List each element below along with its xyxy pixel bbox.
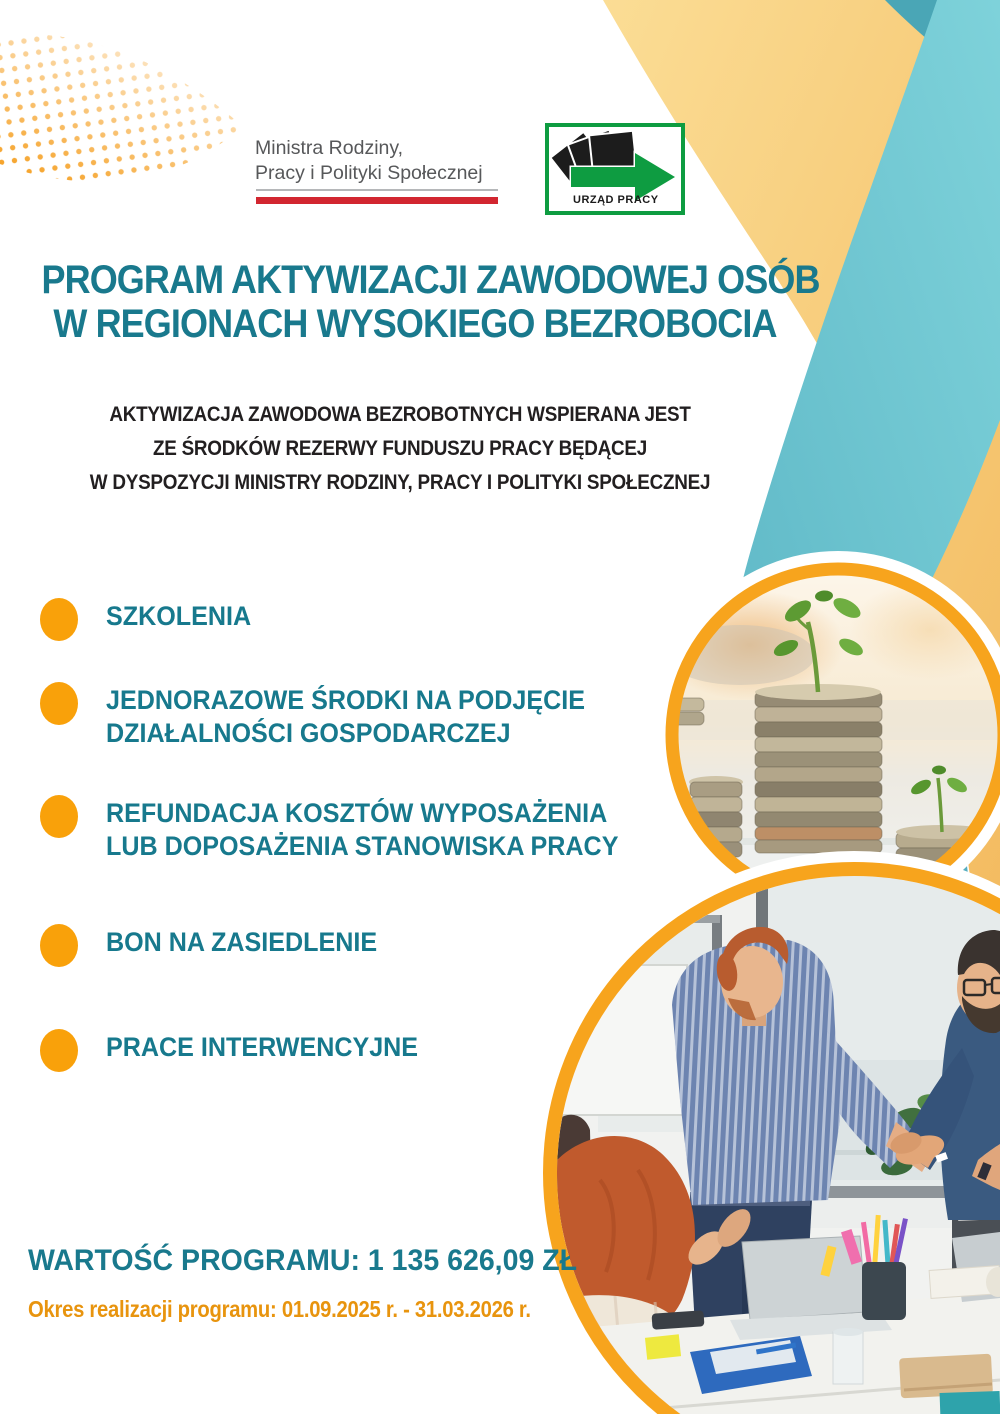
benefit-text: BON NA ZASIEDLENIE [106, 927, 378, 957]
urzad-pracy-label: URZĄD PRACY [573, 194, 659, 206]
bullet-dot [40, 682, 78, 725]
subtitle-line2: ZE ŚRODKÓW REZERWY FUNDUSZU PRACY BĘDĄCEJ [152, 437, 648, 460]
bullet-dot [40, 598, 78, 641]
benefit-text: SZKOLENIA [106, 601, 252, 631]
benefit-text: REFUNDACJA KOSZTÓW WYPOSAŻENIA [106, 798, 608, 828]
benefit-text: DZIAŁALNOŚCI GOSPODARCZEJ [106, 718, 511, 748]
bullet-dot [40, 1029, 78, 1072]
benefit-item [40, 797, 657, 863]
benefit-item [40, 926, 398, 967]
urzad-pracy-arrows-icon [550, 130, 675, 201]
flag-bar [256, 189, 498, 204]
ministry-logo [255, 136, 483, 186]
urzad-pracy-logo [545, 123, 685, 215]
benefit-text: LUB DOPOSAŻENIA STANOWISKA PRACY [106, 831, 619, 861]
benefit-text: JEDNORAZOWE ŚRODKI NA PODJĘCIE [106, 685, 586, 715]
benefit-item [40, 600, 262, 641]
flag-red-stripe [256, 197, 498, 204]
flag-white-stripe [256, 189, 498, 197]
benefit-item [40, 1031, 442, 1072]
page-title [0, 258, 830, 346]
benefit-item [40, 684, 621, 750]
title-line2: W REGIONACH WYSOKIEGO BEZROBOCIA [53, 302, 777, 346]
subtitle [0, 398, 800, 500]
program-period: Okres realizacji programu: 01.09.2025 r. - 31.03.2026 r. [28, 1296, 531, 1322]
bullet-dot [40, 795, 78, 838]
ministry-line1: Ministra Rodziny, [255, 137, 404, 159]
subtitle-line1: AKTYWIZACJA ZAWODOWA BEZROBOTNYCH WSPIERANA JEST [109, 403, 691, 426]
title-line1: PROGRAM AKTYWIZACJI ZAWODOWEJ OSÓB [41, 258, 820, 302]
bullet-dot [40, 924, 78, 967]
subtitle-line3: W DYSPOZYCJI MINISTRY RODZINY, PRACY I POLITYKI SPOŁECZNEJ [89, 471, 711, 494]
handshake-photo [532, 851, 1000, 1414]
benefit-text: PRACE INTERWENCYJNE [106, 1032, 419, 1062]
program-value: WARTOŚĆ PROGRAMU: 1 135 626,09 ZŁ [28, 1244, 578, 1277]
ministry-line2: Pracy i Polityki Społecznej [255, 162, 483, 184]
halftone-dots [0, 34, 242, 181]
